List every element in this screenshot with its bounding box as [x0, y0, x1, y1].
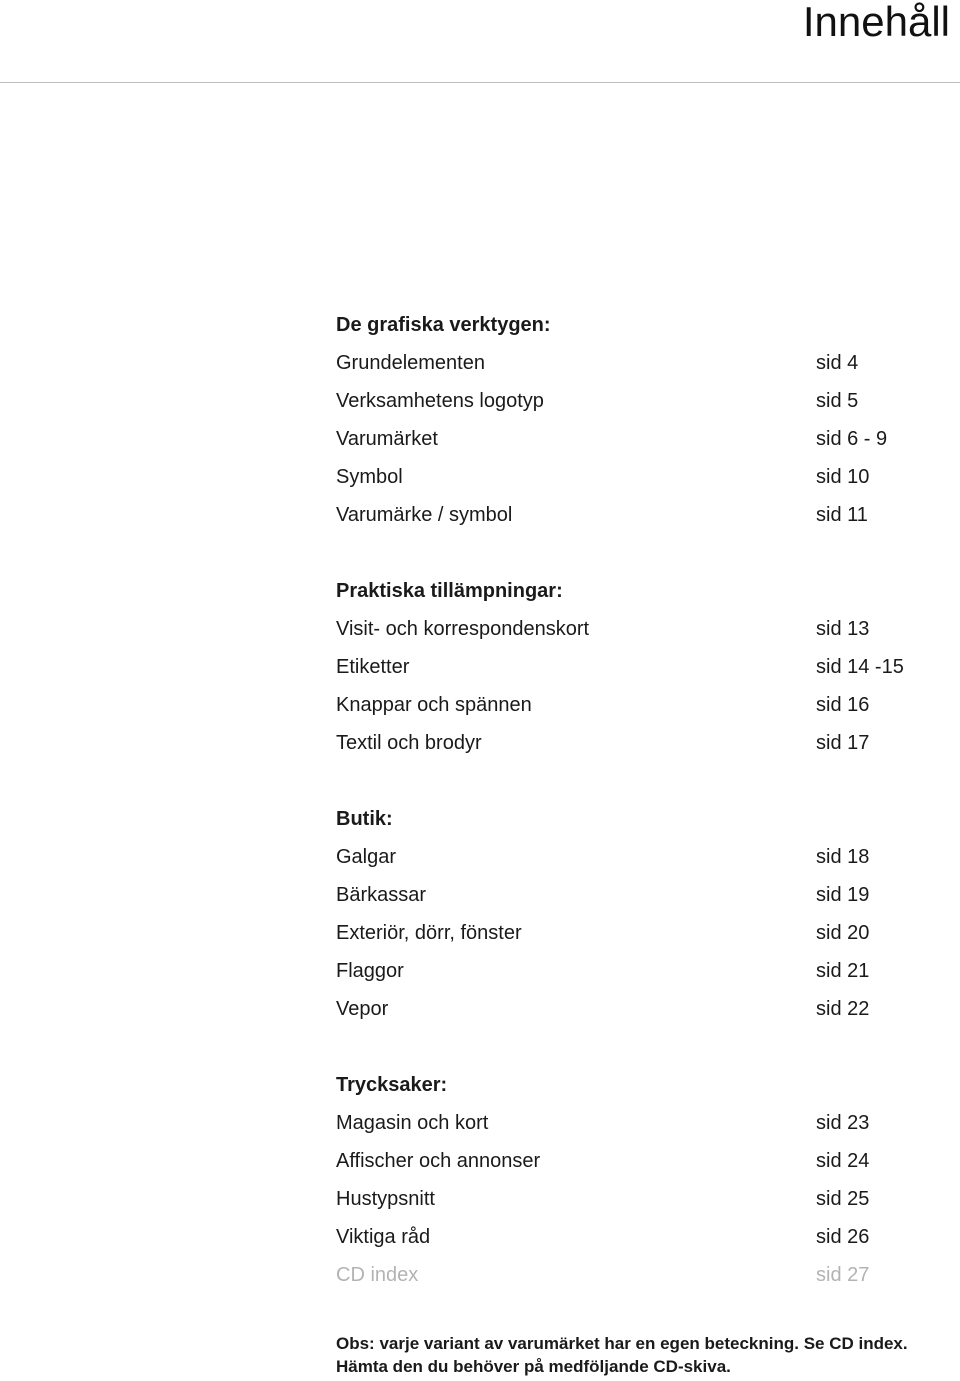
toc-entry-label: Varumärke / symbol: [336, 504, 513, 526]
toc-entry-label: Knappar och spännen: [336, 694, 532, 716]
toc-entry: [336, 686, 936, 724]
table-of-contents: [336, 306, 936, 1332]
toc-entry-label: Symbol: [336, 466, 403, 488]
toc-entry-page: sid 19: [816, 884, 870, 906]
toc-entry: [336, 838, 936, 876]
section-heading: De grafiska verktygen:: [336, 314, 551, 336]
toc-entry-label: Exteriör, dörr, fönster: [336, 922, 522, 944]
toc-entry-label: Visit- och korrespondenskort: [336, 618, 590, 640]
toc-entry: [336, 1218, 936, 1256]
toc-entry: [336, 648, 936, 686]
toc-entry-page: sid 17: [816, 732, 870, 754]
toc-entry-page: sid 18: [816, 846, 870, 868]
toc-entry: [336, 1104, 936, 1142]
toc-entry-label: Grundelementen: [336, 352, 485, 374]
toc-entry-page: sid 5: [816, 390, 859, 412]
toc-entry-page: sid 24: [816, 1150, 870, 1172]
toc-entry: [336, 344, 936, 382]
toc-entry-label: Hustypsnitt: [336, 1188, 435, 1210]
title-divider: [0, 82, 960, 83]
section-heading: Praktiska tillämpningar:: [336, 580, 563, 602]
toc-entry-page: sid 22: [816, 998, 870, 1020]
toc-entry-label: Verksamhetens logotyp: [336, 390, 544, 412]
toc-section-butik: [336, 800, 936, 1028]
toc-section-praktiska-tillampningar: [336, 572, 936, 762]
toc-entry-label: Vepor: [336, 998, 389, 1020]
toc-entry-label: Affischer och annonser: [336, 1150, 541, 1172]
footer-note-line: Hämta den du behöver på medföljande CD-skiva.: [336, 1357, 731, 1376]
toc-entry-label: Textil och brodyr: [336, 732, 482, 754]
toc-section-grafiska-verktygen: [336, 306, 936, 534]
toc-entry-page: sid 10: [816, 466, 870, 488]
toc-section-trycksaker: [336, 1066, 936, 1294]
toc-entry: [336, 1142, 936, 1180]
toc-entry-page: sid 25: [816, 1188, 870, 1210]
toc-entry-label: Bärkassar: [336, 884, 427, 906]
toc-entry: [336, 458, 936, 496]
toc-entry-page: sid 27: [816, 1264, 870, 1286]
toc-entry-page: sid 21: [816, 960, 870, 982]
toc-entry-page: sid 13: [816, 618, 870, 640]
footer-note-line: Obs: varje variant av varumärket har en egen beteckning. Se CD index.: [336, 1334, 908, 1353]
toc-entry: [336, 724, 936, 762]
toc-entry-page: sid 20: [816, 922, 870, 944]
toc-entry: [336, 496, 936, 534]
toc-entry: [336, 382, 936, 420]
toc-entry-label: Flaggor: [336, 960, 404, 982]
toc-entry-page: sid 23: [816, 1112, 870, 1134]
page-title: Innehåll: [802, 0, 950, 45]
toc-entry: [336, 1180, 936, 1218]
toc-entry: [336, 610, 936, 648]
toc-entry-page: sid 14 -15: [816, 656, 904, 678]
toc-entry-page: sid 4: [816, 352, 859, 374]
toc-entry: [336, 990, 936, 1028]
footer-note: [336, 1332, 908, 1378]
toc-entry: [336, 420, 936, 458]
toc-entry-label: CD index: [336, 1264, 419, 1286]
toc-entry-page: sid 6 - 9: [816, 428, 888, 450]
toc-entry: [336, 914, 936, 952]
toc-entry-label: Galgar: [336, 846, 397, 868]
section-heading: Butik:: [336, 808, 393, 830]
toc-entry-cd-index-link[interactable]: [336, 1256, 936, 1294]
toc-entry-label: Viktiga råd: [336, 1226, 431, 1248]
toc-entry-page: sid 16: [816, 694, 870, 716]
section-heading: Trycksaker:: [336, 1074, 448, 1096]
toc-entry-label: Etiketter: [336, 656, 410, 678]
toc-entry-label: Magasin och kort: [336, 1112, 489, 1134]
toc-entry-page: sid 26: [816, 1226, 870, 1248]
toc-entry-label: Varumärket: [336, 428, 438, 450]
toc-entry-page: sid 11: [816, 504, 868, 526]
toc-entry: [336, 876, 936, 914]
toc-entry: [336, 952, 936, 990]
